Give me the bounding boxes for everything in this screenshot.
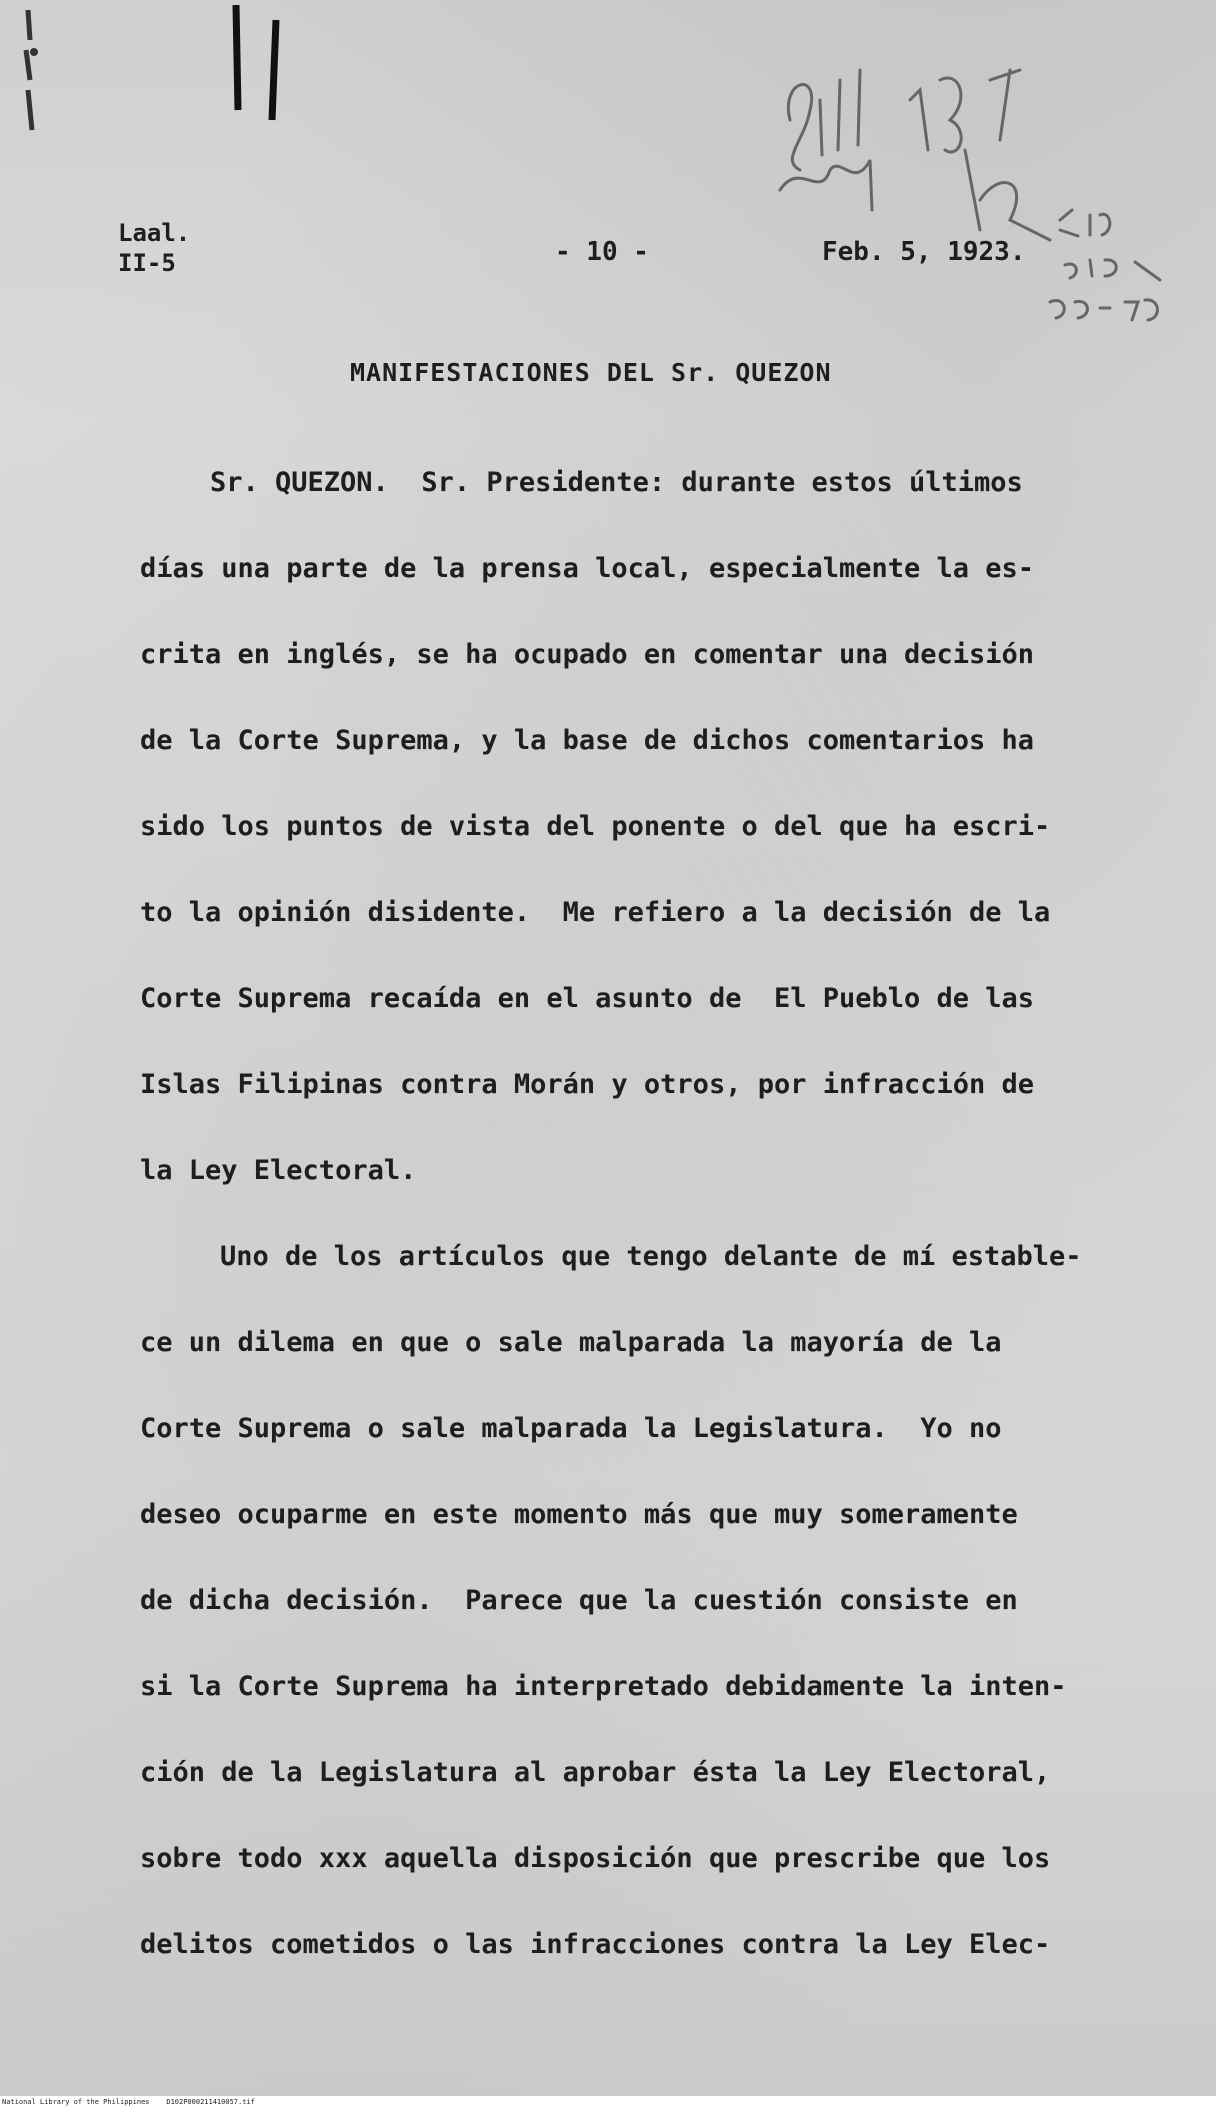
- body-text: [140, 440, 1140, 1988]
- text-line: días una parte de la prensa local, especialmente la es-: [140, 553, 1035, 584]
- text-line: Sr. QUEZON. Sr. Presidente: durante estos últimos: [210, 467, 1023, 498]
- text-line: Corte Suprema recaída en el asunto de El Pueblo de las: [140, 983, 1035, 1014]
- document-code-line2: II-5: [118, 249, 176, 277]
- text-line: sido los puntos de vista del ponente o del que ha escri-: [140, 811, 1051, 842]
- text-line: delitos cometidos o las infracciones contra la Ley Elec-: [140, 1929, 1051, 1960]
- page-number: - 10 -: [555, 237, 649, 267]
- text-line: to la opinión disidente. Me refiero a la decisión de la: [140, 897, 1051, 928]
- text-line: crita en inglés, se ha ocupado en comentar una decisión: [140, 639, 1035, 670]
- text-line: Islas Filipinas contra Morán y otros, por infracción de: [140, 1069, 1035, 1100]
- text-line: si la Corte Suprema ha interpretado debidamente la inten-: [140, 1671, 1067, 1702]
- text-line: de la Corte Suprema, y la base de dichos comentarios ha: [140, 725, 1035, 756]
- document-date: Feb. 5, 1923.: [822, 237, 1026, 267]
- text-line: sobre todo xxx aquella disposición que prescribe que los: [140, 1843, 1051, 1874]
- text-line: ción de la Legislatura al aprobar ésta la Ley Electoral,: [140, 1757, 1051, 1788]
- text-line: ce un dilema en que o sale malparada la mayoría de la: [140, 1327, 1002, 1358]
- document-code: [118, 218, 190, 278]
- scan-footer: National Library of the Philippines D102P000211410057.tif: [0, 2096, 1216, 2108]
- text-line: Uno de los artículos que tengo delante de mí estable-: [220, 1241, 1082, 1272]
- text-line: de dicha decisión. Parece que la cuestión consiste en: [140, 1585, 1018, 1616]
- text-line: la Ley Electoral.: [140, 1155, 417, 1186]
- document-title: MANIFESTACIONES DEL Sr. QUEZON: [350, 358, 832, 387]
- handwritten-annotation: [760, 40, 1216, 400]
- document-code-line1: Laal.: [118, 219, 191, 247]
- text-line: Corte Suprema o sale malparada la Legislatura. Yo no: [140, 1413, 1002, 1444]
- edge-punch-marks: [0, 0, 300, 160]
- text-line: deseo ocuparme en este momento más que muy someramente: [140, 1499, 1018, 1530]
